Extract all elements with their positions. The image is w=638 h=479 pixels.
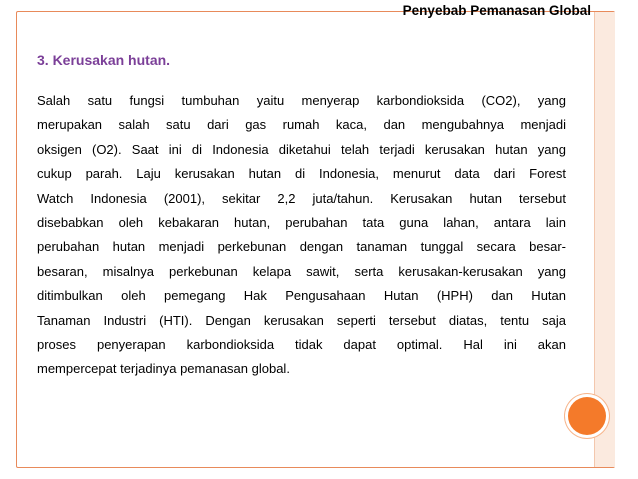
body-line: disebabkan oleh kebakaran hutan, perubahan tata guna lahan, antara lain [37, 215, 566, 231]
body-line: cukup parah. Laju kerusakan hutan di Indonesia, menurut data dari Forest [37, 166, 566, 182]
body-line: oksigen (O2). Saat ini di Indonesia diketahui telah terjadi kerusakan hutan yang [37, 141, 566, 157]
body-line: Watch Indonesia (2001), sekitar 2,2 juta/tahun. Kerusakan hutan tersebut [37, 190, 566, 206]
orange-circle-decoration [568, 397, 606, 435]
body-line: besaran, misalnya perkebunan kelapa sawit, serta kerusakan-kerusakan yang [37, 263, 566, 279]
body-line: mempercepat terjadinya pemanasan global. [37, 361, 290, 377]
body-line: Tanaman Industri (HTI). Dengan kerusakan seperti tersebut diatas, tentu saja [37, 312, 566, 328]
body-line: perubahan hutan menjadi perkebunan dengan tanaman tunggal secara besar- [37, 239, 566, 255]
slide-header-title: Penyebab Pemanasan Global [402, 3, 591, 18]
right-decorative-strip [594, 12, 615, 467]
body-paragraph [37, 89, 566, 382]
body-line: proses penyerapan karbondioksida tidak dapat optimal. Hal ini akan [37, 337, 566, 353]
body-line: Salah satu fungsi tumbuhan yaitu menyerap karbondioksida (CO2), yang [37, 93, 566, 108]
body-line: ditimbulkan oleh pemegang Hak Pengusahaan Hutan (HPH) dan Hutan [37, 288, 566, 304]
body-line: merupakan salah satu dari gas rumah kaca, dan mengubahnya menjadi [37, 117, 566, 133]
section-heading: 3. Kerusakan hutan. [37, 52, 171, 68]
